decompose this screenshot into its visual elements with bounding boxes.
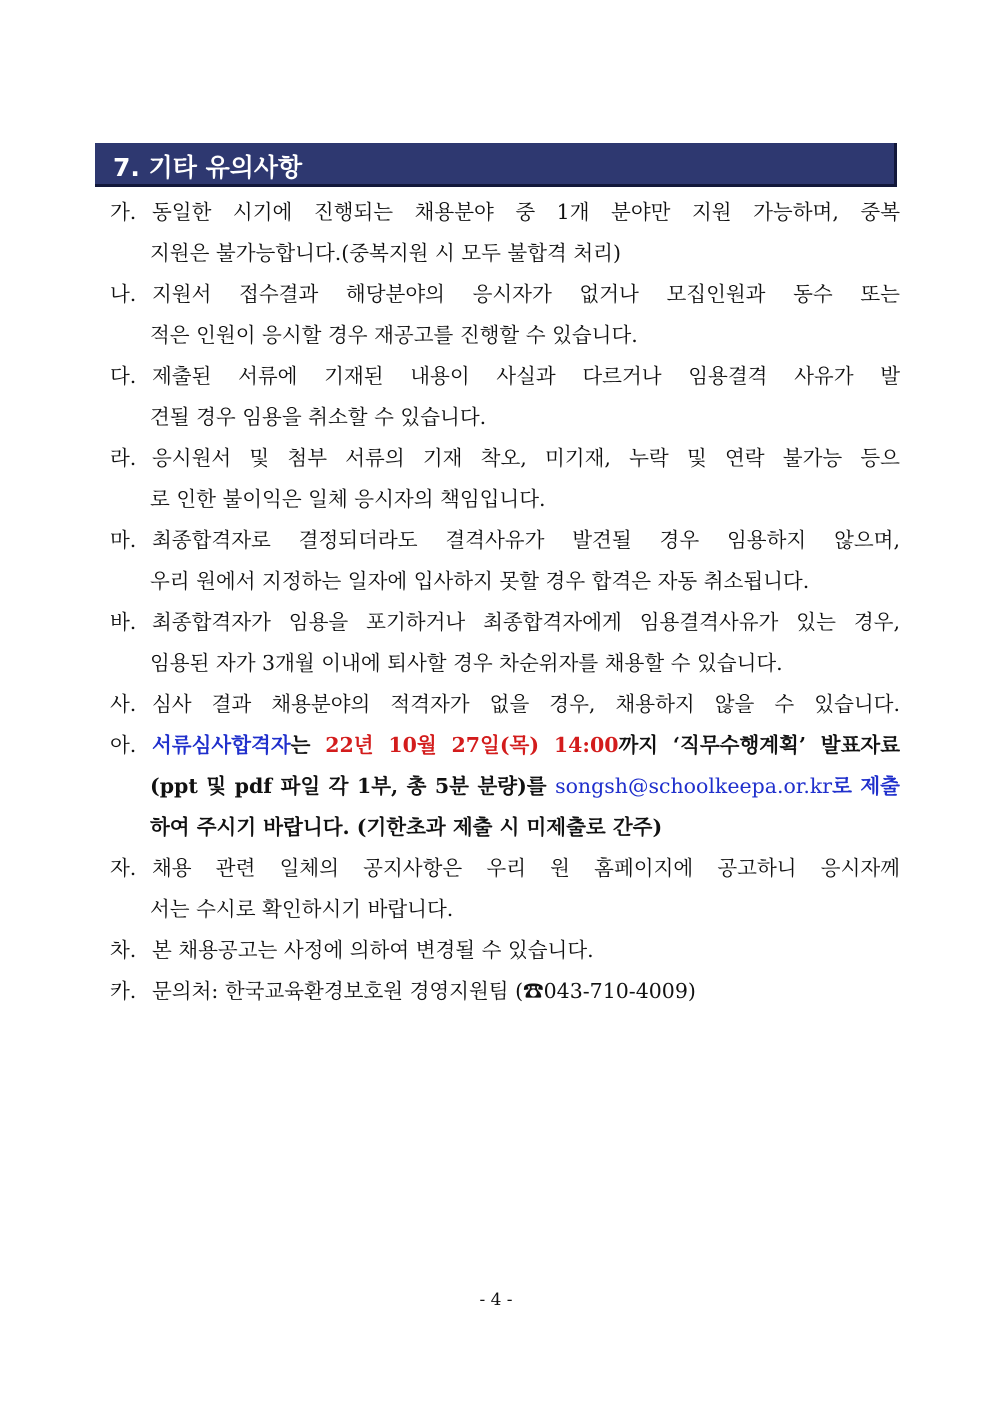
highlight-neun: 는: [290, 733, 311, 757]
notice-item-ka-contact: [110, 971, 900, 1012]
item-text: 제출된 서류에 기재된 내용이 사실과 다르거나 임용결격 사유가 발: [152, 364, 900, 388]
highlight-closing: 하여 주시기 바랍니다. (기한초과 제출 시 미제출로 간주): [150, 815, 663, 839]
item-text: 심사 결과 채용분야의 적격자가 없을 경우, 채용하지 않을 수 있습니다.: [152, 692, 900, 716]
highlight-email-link[interactable]: songsh@schoolkeepa.or.kr: [555, 774, 833, 798]
item-text: 동일한 시기에 진행되는 채용분야 중 1개 분야만 지원 가능하며, 중복: [152, 200, 900, 224]
section-header: [95, 143, 897, 187]
contact-close: ): [687, 979, 696, 1003]
notice-item-sa: [110, 684, 900, 725]
item-marker: 자.: [110, 856, 137, 880]
item-text: 지원은 불가능합니다.(중복지원 시 모두 불합격 처리): [150, 241, 621, 265]
phone-icon: ☎: [523, 979, 544, 1003]
highlight-submit: 로 제출: [832, 774, 900, 798]
item-text: 최종합격자로 결정되더라도 결격사유가 발견될 경우 임용하지 않으며,: [152, 528, 900, 552]
item-text: 지원서 접수결과 해당분야의 응시자가 없거나 모집인원과 동수 또는: [152, 282, 900, 306]
notice-item-cha: [110, 930, 900, 971]
item-marker: 아.: [110, 733, 137, 757]
section-title: 7. 기타 유의사항: [113, 153, 303, 182]
item-text: 로 인한 불이익은 일체 응시자의 책임입니다.: [150, 487, 546, 511]
item-marker: 다.: [110, 364, 137, 388]
notice-item-da: [110, 356, 900, 438]
item-text: 채용 관련 일체의 공지사항은 우리 원 홈페이지에 공고하니 응시자께: [152, 856, 900, 880]
item-marker: 가.: [110, 200, 137, 224]
notice-item-a-submission: [110, 725, 900, 848]
notice-item-ja: [110, 848, 900, 930]
contact-text: 문의처: 한국교육환경보호원 경영지원팀 (: [152, 979, 524, 1003]
page-number: - 4 -: [479, 1290, 513, 1310]
highlight-who: 서류심사합격자: [152, 733, 291, 757]
notice-item-na: [110, 274, 900, 356]
notice-item-ga: [110, 192, 900, 274]
item-text: 본 채용공고는 사정에 의하여 변경될 수 있습니다.: [152, 938, 594, 962]
notice-item-ba: [110, 602, 900, 684]
item-text: 서는 수시로 확인하시기 바랍니다.: [150, 897, 454, 921]
item-marker: 라.: [110, 446, 137, 470]
notice-item-ra: [110, 438, 900, 520]
item-marker: 차.: [110, 938, 137, 962]
item-marker: 마.: [110, 528, 137, 552]
item-marker: 바.: [110, 610, 137, 634]
item-text: 우리 원에서 지정하는 일자에 입사하지 못할 경우 합격은 자동 취소됩니다.: [150, 569, 810, 593]
notice-item-ma: [110, 520, 900, 602]
highlight-deadline: 22년 10월 27일(목) 14:00: [325, 733, 619, 757]
item-marker: 나.: [110, 282, 137, 306]
highlight-materials: (ppt 및 pdf 파일 각 1부, 총 5분 분량)를: [150, 774, 547, 798]
contact-phone: 043-710-4009: [543, 979, 688, 1003]
highlight-until: 까지 ‘직무수행계획’ 발표자료: [618, 733, 900, 757]
item-text: 견될 경우 임용을 취소할 수 있습니다.: [150, 405, 487, 429]
item-text: 적은 인원이 응시할 경우 재공고를 진행할 수 있습니다.: [150, 323, 638, 347]
item-marker: 카.: [110, 979, 137, 1003]
item-marker: 사.: [110, 692, 137, 716]
item-text: 임용된 자가 3개월 이내에 퇴사할 경우 차순위자를 채용할 수 있습니다.: [150, 651, 783, 675]
item-text: 최종합격자가 임용을 포기하거나 최종합격자에게 임용결격사유가 있는 경우,: [152, 610, 900, 634]
item-text: 응시원서 및 첨부 서류의 기재 착오, 미기재, 누락 및 연락 불가능 등으: [152, 446, 900, 470]
